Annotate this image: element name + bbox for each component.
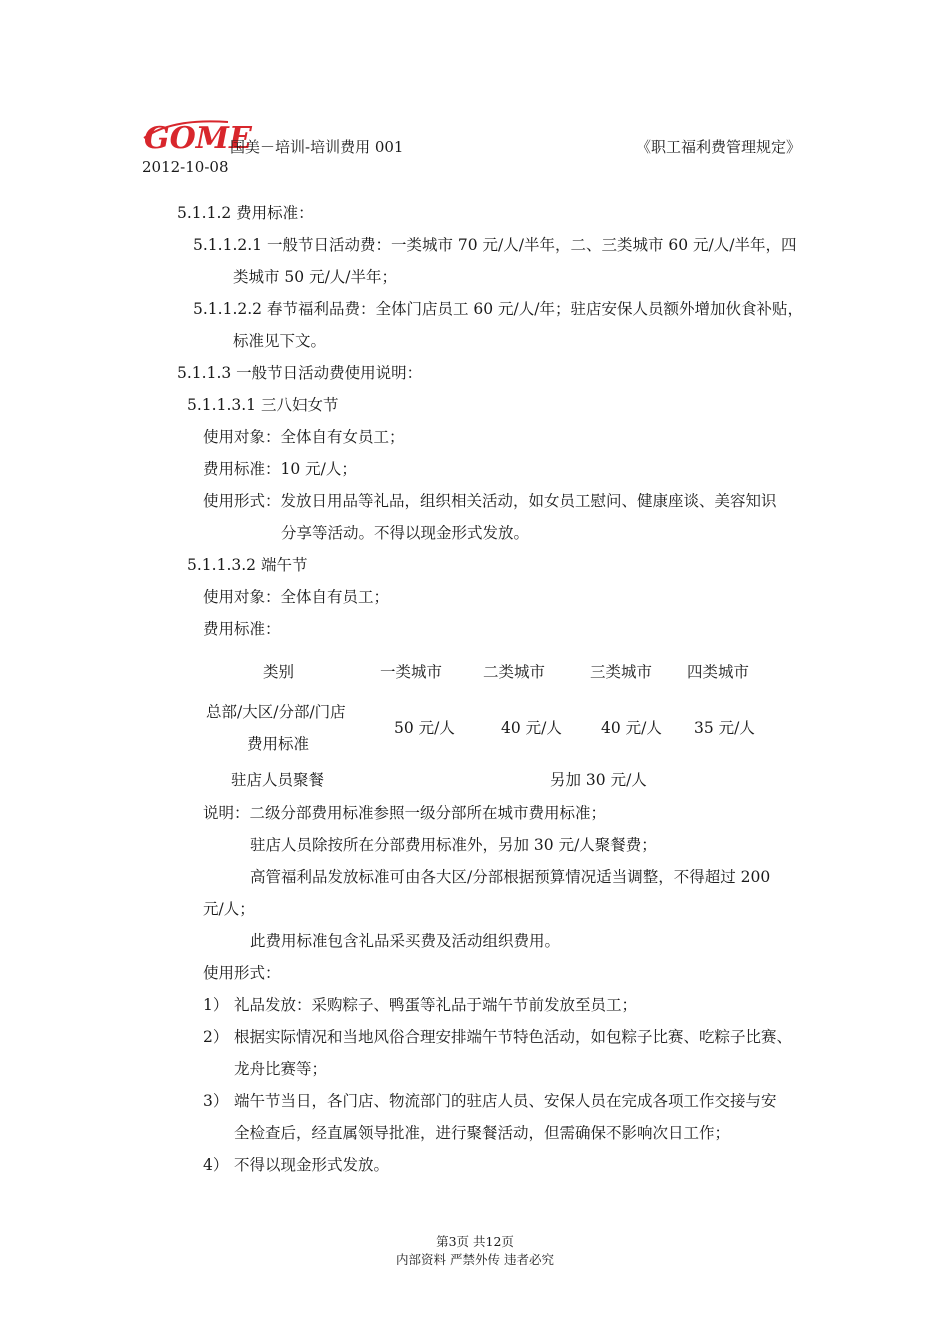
note-3-line2: 元/人； — [203, 900, 255, 918]
section-5-1-1-2-1-line1: 5.1.1.2.1 一般节日活动费：一类城市 70 元/人/半年，二、三类城市 60 元/人/半年，四 — [193, 236, 797, 254]
table-row2-label: 驻店人员聚餐 — [231, 771, 325, 789]
list-item-4-line1: 不得以现金形式发放。 — [234, 1156, 390, 1174]
table-header-tier3: 三类城市 — [590, 663, 653, 681]
table-row1-tier1: 50 元/人 — [394, 719, 455, 737]
list-item-1-num: 1） — [203, 996, 229, 1014]
list-item-1-line1: 礼品发放：采购粽子、鸭蛋等礼品于端午节前发放至员工； — [234, 996, 638, 1014]
table-row2-value: 另加 30 元/人 — [550, 771, 647, 789]
table-header-tier2: 二类城市 — [483, 663, 546, 681]
logo-text: GOME — [144, 121, 252, 156]
list-item-2-line1: 根据实际情况和当地风俗合理安排端午节特色活动，如包粽子比赛、吃粽子比赛、 — [234, 1028, 793, 1046]
note-1: 说明：二级分部费用标准参照一级分部所在城市费用标准； — [203, 804, 607, 822]
section-5-1-1-2-2-line2: 标准见下文。 — [233, 332, 327, 350]
table-row1-tier4: 35 元/人 — [694, 719, 755, 737]
table-header-category: 类别 — [263, 663, 295, 681]
table-header-tier1: 一类城市 — [380, 663, 443, 681]
list-item-3-line2: 全检查后，经直属领导批准，进行聚餐活动，但需确保不影响次日工作； — [234, 1124, 731, 1142]
doc-title: 《职工福利费管理规定》 — [636, 138, 802, 156]
list-item-4-num: 4） — [203, 1156, 229, 1174]
table-row1-tier3: 40 元/人 — [601, 719, 662, 737]
usage-label: 使用形式： — [203, 964, 281, 982]
page-number: 第3页 共12页 — [436, 1234, 514, 1249]
table-row1-label-line1: 总部/大区/分部/门店 — [206, 703, 346, 721]
gome-logo — [142, 112, 252, 156]
section-5-1-1-2-1-line2: 类城市 50 元/人/半年； — [233, 268, 398, 286]
list-item-3-line1: 端午节当日，各门店、物流部门的驻店人员、安保人员在完成各项工作交接与安 — [234, 1092, 777, 1110]
table-header-tier4: 四类城市 — [687, 663, 750, 681]
list-item-3-num: 3） — [203, 1092, 229, 1110]
note-3-line1: 高管福利品发放标准可由各大区/分部根据预算情况适当调整，不得超过 200 — [250, 868, 771, 886]
dragon-target: 使用对象：全体自有员工； — [203, 588, 390, 606]
section-5-1-1-3: 5.1.1.3 一般节日活动费使用说明： — [177, 364, 423, 382]
section-5-1-1-2: 5.1.1.2 费用标准： — [177, 204, 314, 222]
doc-date: 2012-10-08 — [142, 158, 229, 176]
note-2: 驻店人员除按所在分部费用标准外，另加 30 元/人聚餐费； — [250, 836, 657, 854]
section-5-1-1-3-2: 5.1.1.3.2 端午节 — [187, 556, 308, 574]
women-form-line2: 分享等活动。不得以现金形式发放。 — [281, 524, 530, 542]
note-4: 此费用标准包含礼品采买费及活动组织费用。 — [250, 932, 561, 950]
dragon-standard-label: 费用标准： — [203, 620, 281, 638]
women-form-line1: 使用形式：发放日用品等礼品，组织相关活动，如女员工慰问、健康座谈、美容知识 — [203, 492, 777, 510]
list-item-2-num: 2） — [203, 1028, 229, 1046]
list-item-2-line2: 龙舟比赛等； — [234, 1060, 328, 1078]
section-5-1-1-3-1: 5.1.1.3.1 三八妇女节 — [187, 396, 339, 414]
doc-code: 国美－培训-培训费用 001 — [230, 138, 404, 156]
confidential-notice: 内部资料 严禁外传 违者必究 — [396, 1252, 554, 1267]
section-5-1-1-2-2-line1: 5.1.1.2.2 春节福利品费：全体门店员工 60 元/人/年；驻店安保人员额外增加伙食补贴， — [193, 300, 803, 318]
table-row1-tier2: 40 元/人 — [501, 719, 562, 737]
table-row1-label-line2: 费用标准 — [247, 735, 310, 753]
women-standard: 费用标准：10 元/人； — [203, 460, 357, 478]
women-target: 使用对象：全体自有女员工； — [203, 428, 405, 446]
